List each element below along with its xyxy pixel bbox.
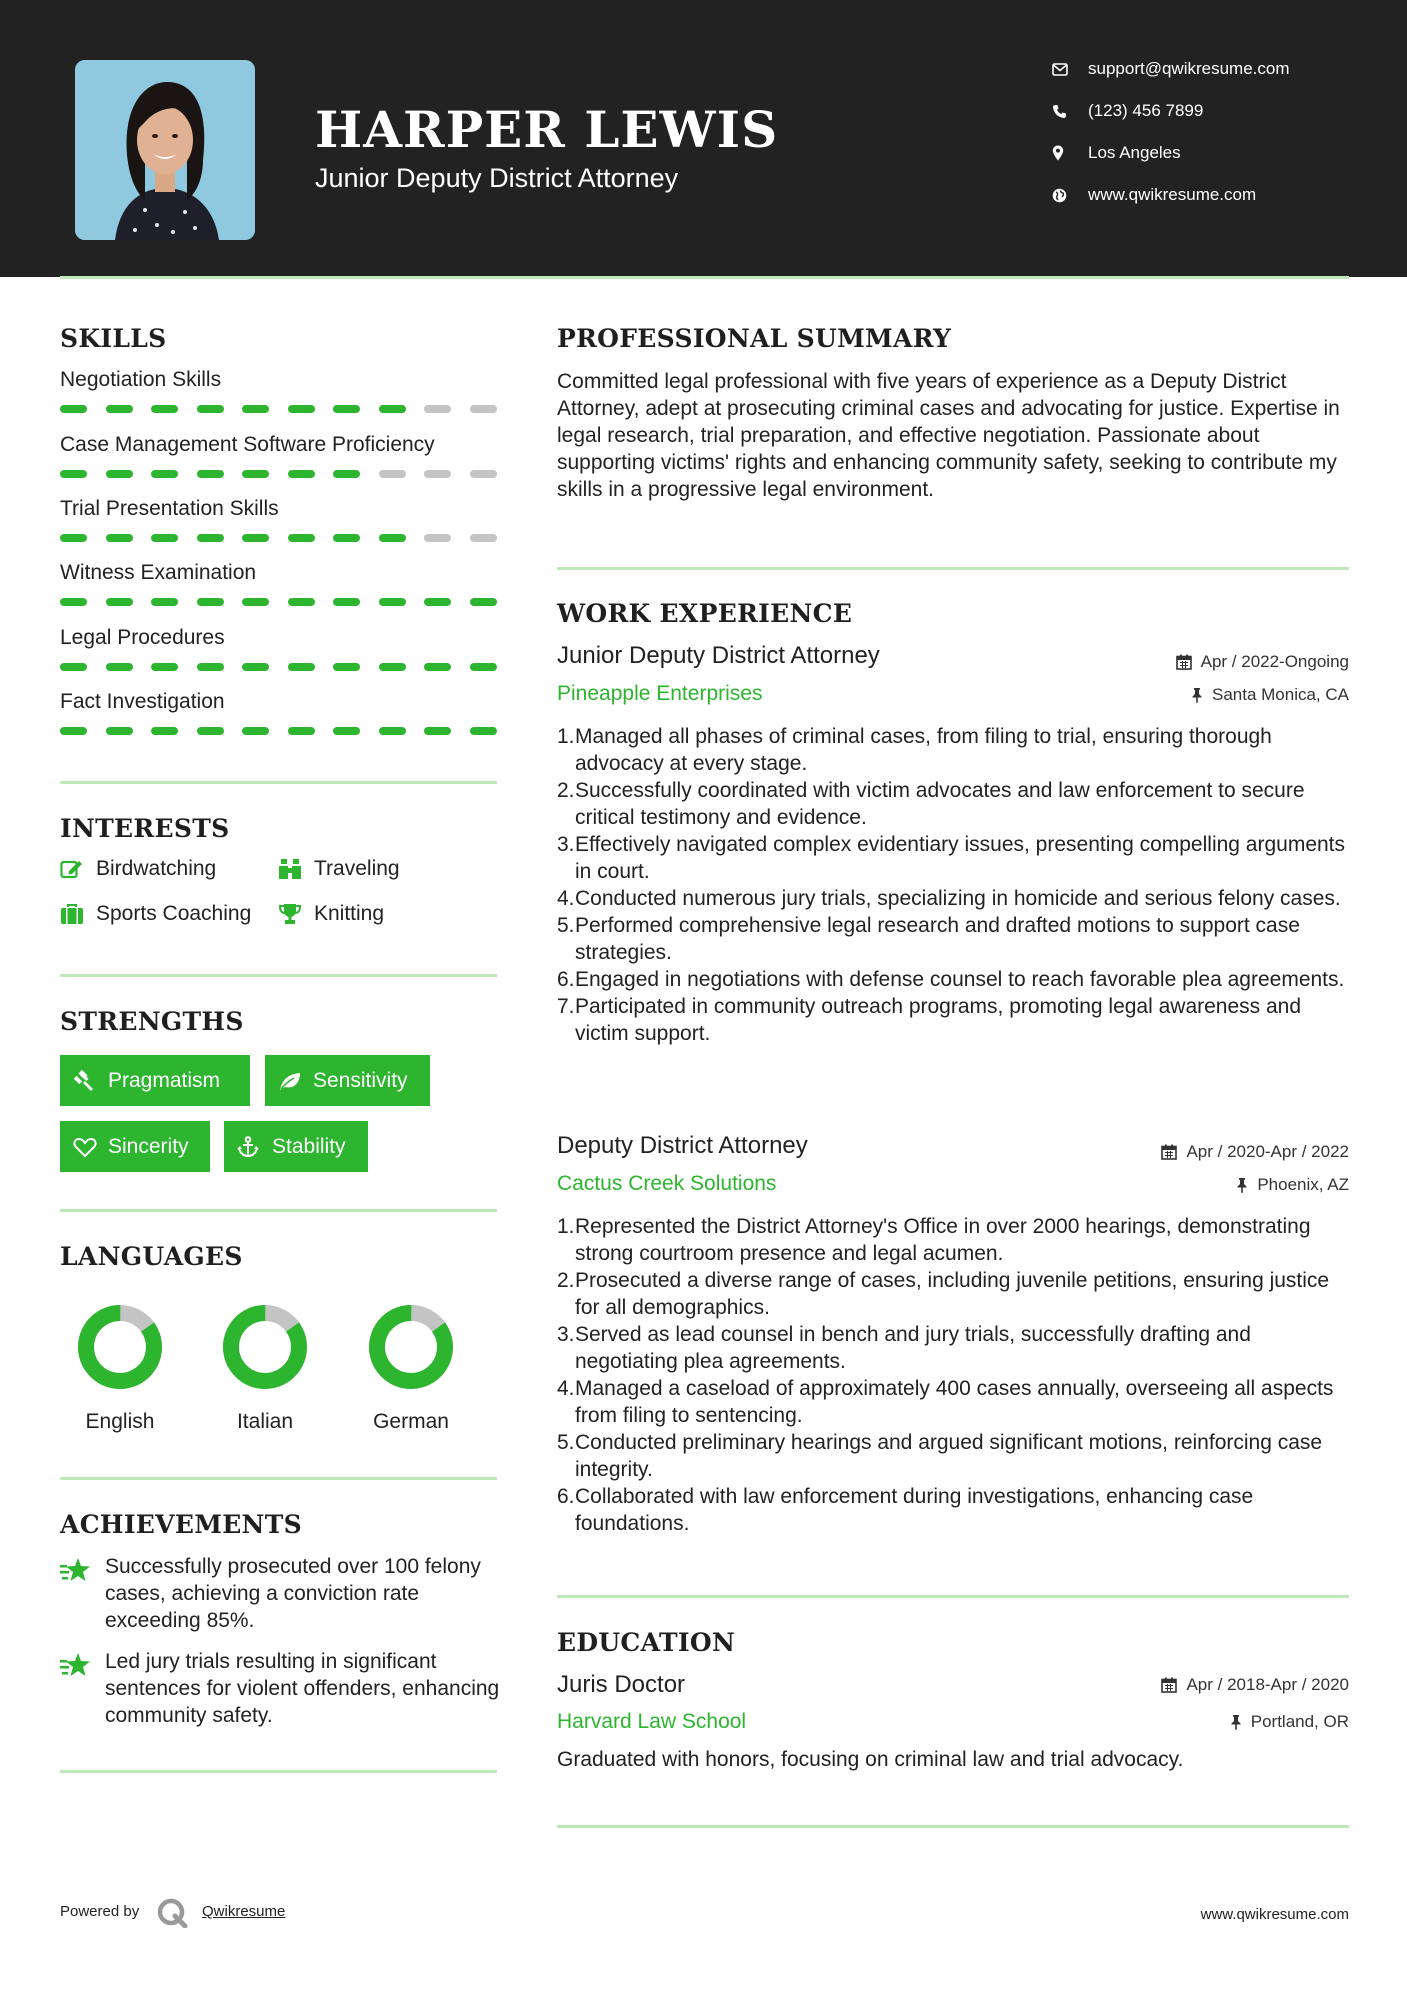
language-label: English <box>85 1410 155 1433</box>
skill-level-segment <box>197 405 224 413</box>
resume-header <box>0 0 1407 277</box>
summary-title: PROFESSIONAL SUMMARY <box>557 324 952 353</box>
summary-text: Committed legal professional with five years of experience as a Deputy District Attorney, adept at prosecuting criminal cases and advocating for justice. Expertise in legal research, trial preparation, and effective negotiation. Passionate about supporting victims' rights and enhancing community safety, seeking to contribute my skills in a progressive legal environment. <box>557 370 1340 501</box>
candidate-name: HARPER LEWIS <box>315 100 779 159</box>
section-divider <box>557 1825 1349 1828</box>
job-bullet: 2. Prosecuted a diverse range of cases, including juvenile petitions, ensuring justice for all demographics. <box>557 1269 1330 1319</box>
profile-photo <box>75 60 255 240</box>
interest-label: Knitting <box>314 902 385 925</box>
skill-name: Witness Examination <box>60 561 257 584</box>
skill-level-segment <box>379 663 406 671</box>
skills-title: SKILLS <box>60 324 167 353</box>
job-bullet: 5. Performed comprehensive legal research and drafted motions to support case strategies. <box>557 914 1300 964</box>
skill-level-segment <box>424 405 451 413</box>
job-title: Junior Deputy District Attorney <box>557 642 880 669</box>
calendar-icon <box>1176 654 1192 670</box>
achievement-item <box>60 1648 500 1729</box>
calendar-icon <box>1161 1144 1177 1160</box>
interest-item <box>278 902 384 926</box>
skill-name: Case Management Software Proficiency <box>60 433 435 456</box>
skill-level-segment <box>60 727 87 735</box>
language-item <box>45 1302 195 1434</box>
skill-level-segment <box>197 663 224 671</box>
anchor-icon <box>237 1136 272 1158</box>
job-dates-text: Apr / 2022-Ongoing <box>1200 652 1349 671</box>
skill-level-segment <box>379 598 406 606</box>
strengths-title: STRENGTHS <box>60 1007 244 1036</box>
education-description: Graduated with honors, focusing on criminal law and trial advocacy. <box>557 1748 1184 1771</box>
briefcase-icon <box>60 903 96 925</box>
contact-location <box>1048 138 1378 168</box>
skill-level-segment <box>242 470 269 478</box>
skill-level-segment <box>60 598 87 606</box>
job-location <box>1236 1175 1349 1195</box>
pushpin-icon <box>1236 1177 1248 1193</box>
skill-name: Negotiation Skills <box>60 368 222 391</box>
interest-label: Sports Coaching <box>96 902 252 925</box>
strength-tag <box>60 1055 250 1106</box>
skill-level-segment <box>288 405 315 413</box>
achievement-text: Successfully prosecuted over 100 felony cases, achieving a conviction rate exceeding 85%. <box>105 1555 481 1632</box>
skill-level-bar <box>60 663 497 671</box>
skill-level-segment <box>424 663 451 671</box>
education-title: EDUCATION <box>557 1628 736 1657</box>
qwikresume-link[interactable]: Qwikresume <box>202 1903 286 1920</box>
skill-level-segment <box>379 534 406 542</box>
skill-level-segment <box>333 598 360 606</box>
binoculars-icon <box>278 858 314 880</box>
job-dates <box>1161 1142 1349 1162</box>
skill-level-segment <box>106 534 133 542</box>
achievement-text: Led jury trials resulting in significant sentences for violent offenders, enhancing community safety. <box>105 1650 500 1727</box>
section-divider <box>60 1770 497 1773</box>
interest-item <box>278 857 400 881</box>
section-divider <box>60 781 497 784</box>
strength-label: Sensitivity <box>313 1068 408 1092</box>
language-level-ring <box>366 1302 456 1392</box>
skill-name: Legal Procedures <box>60 626 225 649</box>
skill-level-segment <box>470 663 497 671</box>
pushpin-icon <box>1191 687 1203 703</box>
skill-level-bar <box>60 470 497 478</box>
education-dates <box>1161 1675 1349 1695</box>
skill-level-segment <box>379 405 406 413</box>
skill-level-bar <box>60 534 497 542</box>
language-level-ring <box>220 1302 310 1392</box>
skill-level-segment <box>151 405 178 413</box>
company-name: Cactus Creek Solutions <box>557 1172 777 1195</box>
language-label: Italian <box>236 1410 294 1433</box>
strength-label: Pragmatism <box>108 1068 221 1092</box>
skill-level-segment <box>106 470 133 478</box>
skill-level-bar <box>60 598 497 606</box>
pushpin-icon <box>1230 1714 1242 1730</box>
achievement-item <box>60 1553 500 1634</box>
strength-tag <box>60 1121 210 1172</box>
calendar-icon <box>1161 1677 1177 1693</box>
skill-level-segment <box>151 727 178 735</box>
skill-level-segment <box>242 598 269 606</box>
skill-level-segment <box>288 663 315 671</box>
language-ring-fill <box>75 1302 165 1392</box>
education-location-text: Portland, OR <box>1250 1712 1349 1731</box>
job-location-text: Phoenix, AZ <box>1257 1175 1349 1194</box>
skill-level-segment <box>333 534 360 542</box>
skill-level-segment <box>197 727 224 735</box>
skill-level-segment <box>470 598 497 606</box>
strength-tag <box>265 1055 430 1106</box>
skill-level-segment <box>60 470 87 478</box>
section-divider <box>60 1477 497 1480</box>
job-bullet: 4. Conducted numerous jury trials, specializing in homicide and serious felony cases. <box>557 887 1341 910</box>
skill-level-segment <box>197 534 224 542</box>
interest-item <box>60 857 216 881</box>
skill-level-segment <box>333 663 360 671</box>
heart-icon <box>73 1136 108 1158</box>
contact-phone-text: (123) 456 7899 <box>1088 101 1204 120</box>
school-name: Harvard Law School <box>557 1710 747 1733</box>
skill-level-segment <box>288 598 315 606</box>
skill-level-segment <box>242 727 269 735</box>
skill-level-segment <box>151 663 178 671</box>
skill-level-segment <box>288 534 315 542</box>
experience-title: WORK EXPERIENCE <box>557 599 853 628</box>
contact-email[interactable] <box>1048 54 1378 84</box>
skill-level-segment <box>151 598 178 606</box>
job-bullet: 5. Conducted preliminary hearings and argued significant motions, reinforcing case integrity. <box>557 1431 1323 1481</box>
strength-label: Sincerity <box>108 1134 189 1158</box>
skill-level-segment <box>197 470 224 478</box>
section-divider <box>60 974 497 977</box>
skill-level-segment <box>424 598 451 606</box>
skill-level-segment <box>60 534 87 542</box>
skill-level-segment <box>151 534 178 542</box>
skill-level-segment <box>379 470 406 478</box>
section-divider <box>60 1209 497 1212</box>
skill-level-segment <box>106 405 133 413</box>
language-item <box>190 1302 340 1434</box>
skill-level-segment <box>333 405 360 413</box>
education-location <box>1230 1712 1349 1732</box>
skill-level-segment <box>197 598 224 606</box>
languages-title: LANGUAGES <box>60 1242 243 1271</box>
gavel-icon <box>73 1070 108 1092</box>
job-bullets <box>557 1213 1357 1537</box>
language-ring-fill <box>220 1302 310 1392</box>
skill-level-segment <box>470 727 497 735</box>
header-divider <box>60 276 1349 279</box>
skill-level-segment <box>333 470 360 478</box>
star-icon <box>60 1648 105 1729</box>
language-ring-fill <box>366 1302 456 1392</box>
skill-level-segment <box>424 470 451 478</box>
job-bullet: 3. Served as lead counsel in bench and jury trials, successfully drafting and negotiating plea agreements. <box>557 1323 1251 1373</box>
job-dates <box>1176 652 1349 672</box>
job-bullets <box>557 723 1357 1047</box>
pencil-square-icon <box>60 858 96 880</box>
job-bullet: 7. Participated in community outreach programs, promoting legal awareness and victim support. <box>557 995 1302 1045</box>
job-dates-text: Apr / 2020-Apr / 2022 <box>1186 1142 1349 1161</box>
skill-level-segment <box>470 405 497 413</box>
interest-label: Birdwatching <box>96 857 217 880</box>
skill-level-segment <box>242 405 269 413</box>
job-bullet: 1. Represented the District Attorney's Office in over 2000 hearings, demonstrating strong courtroom presence and legal acumen. <box>557 1215 1311 1265</box>
interest-label: Traveling <box>314 857 400 880</box>
skill-level-segment <box>470 534 497 542</box>
job-bullet: 1. Managed all phases of criminal cases, from filing to trial, ensuring thorough advocacy at every stage. <box>557 725 1272 775</box>
job-bullet: 6. Collaborated with law enforcement during investigations, enhancing case foundations. <box>557 1485 1254 1535</box>
skill-level-segment <box>288 727 315 735</box>
interest-item <box>60 902 251 926</box>
skill-name: Trial Presentation Skills <box>60 497 279 520</box>
language-label: German <box>373 1410 449 1433</box>
job-bullet: 4. Managed a caseload of approximately 400 cases annually, overseeing all aspects from filing to sentencing. <box>557 1377 1334 1427</box>
degree-title: Juris Doctor <box>557 1671 686 1698</box>
job-location-text: Santa Monica, CA <box>1211 685 1349 704</box>
skill-name: Fact Investigation <box>60 690 225 713</box>
skill-level-segment <box>106 727 133 735</box>
section-divider <box>557 567 1349 570</box>
skill-level-segment <box>106 663 133 671</box>
skill-level-segment <box>60 663 87 671</box>
profile-photo-illustration <box>75 60 255 240</box>
job-location <box>1191 685 1349 705</box>
leaf-icon <box>278 1070 313 1092</box>
skill-level-segment <box>242 534 269 542</box>
skill-level-segment <box>151 470 178 478</box>
map-pin-icon <box>1048 145 1088 161</box>
trophy-icon <box>278 903 314 925</box>
candidate-title: Junior Deputy District Attorney <box>315 163 679 193</box>
job-bullet: 6. Engaged in negotiations with defense counsel to reach favorable plea agreements. <box>557 968 1345 991</box>
contact-website-text: www.qwikresume.com <box>1088 185 1257 204</box>
skill-level-segment <box>106 598 133 606</box>
strength-label: Stability <box>272 1134 346 1158</box>
skill-level-bar <box>60 727 497 735</box>
skill-level-segment <box>424 534 451 542</box>
company-name: Pineapple Enterprises <box>557 682 763 705</box>
phone-icon <box>1048 104 1088 119</box>
contact-email-text: support@qwikresume.com <box>1088 59 1290 78</box>
footer-website-link[interactable]: www.qwikresume.com <box>1200 1906 1349 1923</box>
skill-level-segment <box>60 405 87 413</box>
skill-level-segment <box>288 470 315 478</box>
job-bullet: 3. Effectively navigated complex evidentiary issues, presenting compelling arguments in court. <box>557 833 1346 883</box>
envelope-icon <box>1048 63 1088 76</box>
job-title: Deputy District Attorney <box>557 1132 808 1159</box>
language-item <box>336 1302 486 1434</box>
interests-title: INTERESTS <box>60 814 230 843</box>
skill-level-segment <box>470 470 497 478</box>
powered-by-label: Powered by <box>60 1903 140 1920</box>
strength-tag <box>224 1121 368 1172</box>
language-level-ring <box>75 1302 165 1392</box>
job-bullet: 2. Successfully coordinated with victim advocates and law enforcement to secure critical testimony and evidence. <box>557 779 1305 829</box>
contact-website[interactable] <box>1048 180 1378 210</box>
education-dates-text: Apr / 2018-Apr / 2020 <box>1186 1675 1349 1694</box>
star-icon <box>60 1553 105 1634</box>
section-divider <box>557 1595 1349 1598</box>
skill-level-bar <box>60 405 497 413</box>
skill-level-segment <box>424 727 451 735</box>
qwikresume-logo-icon <box>156 1898 190 1933</box>
skill-level-segment <box>379 727 406 735</box>
skill-level-segment <box>242 663 269 671</box>
achievements-title: ACHIEVEMENTS <box>60 1510 302 1539</box>
contact-phone[interactable] <box>1048 96 1378 126</box>
skill-level-segment <box>333 727 360 735</box>
contact-location-text: Los Angeles <box>1088 143 1181 162</box>
globe-icon <box>1048 188 1088 203</box>
